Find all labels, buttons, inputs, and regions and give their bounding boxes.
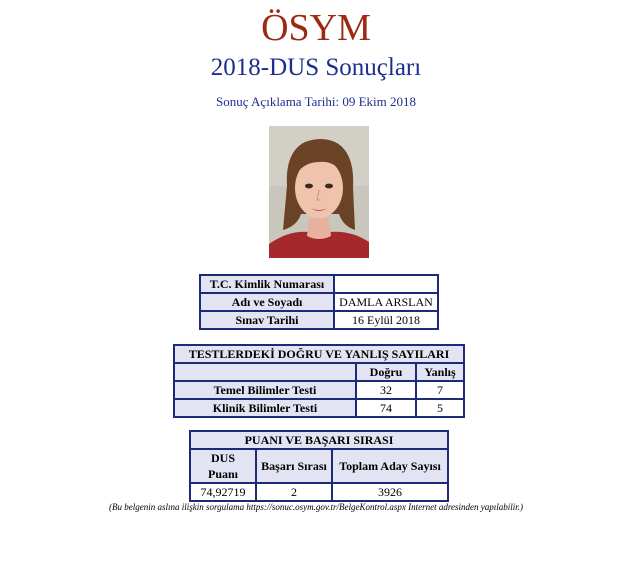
id-number-value: [334, 275, 438, 293]
announcement-date: Sonuç Açıklama Tarihi: 09 Ekim 2018: [216, 94, 416, 109]
identity-table: [199, 274, 439, 330]
correct-count: 32: [356, 381, 416, 399]
table-row: [174, 345, 464, 363]
table-row: [200, 275, 438, 293]
verification-note: (Bu belgenin aslına ilişkin sorgulama https://sonuc.osym.gov.tr/BelgeKontrol.aspx Internet adresinden yapılabilir.): [108, 502, 524, 512]
table-row: [190, 449, 448, 483]
table-row: [174, 399, 464, 417]
score-table: [189, 430, 449, 502]
rank-value: 2: [256, 483, 332, 501]
wrong-column-header: Yanlış: [416, 363, 464, 381]
test-results-table: [173, 344, 465, 418]
table-row: [190, 431, 448, 449]
score-title: PUANI VE BAŞARI SIRASI: [190, 431, 448, 449]
correct-count: 74: [356, 399, 416, 417]
table-row: [190, 483, 448, 501]
total-column-header: Toplam Aday Sayısı: [332, 449, 448, 483]
name-label: Adı ve Soyadı: [200, 293, 334, 311]
wrong-count: 5: [416, 399, 464, 417]
exam-date-value: 16 Eylül 2018: [334, 311, 438, 329]
score-column-header: DUS Puanı: [190, 449, 256, 483]
correct-column-header: Doğru: [356, 363, 416, 381]
empty-header-cell: [174, 363, 356, 381]
score-value: 74,92719: [190, 483, 256, 501]
test-results-title: TESTLERDEKİ DOĞRU VE YANLIŞ SAYILARI: [174, 345, 464, 363]
candidate-photo: [269, 126, 369, 258]
table-row: [200, 311, 438, 329]
page-subtitle: 2018-DUS Sonuçları: [210, 54, 422, 81]
rank-column-header: Başarı Sırası: [256, 449, 332, 483]
table-row: [200, 293, 438, 311]
id-number-label: T.C. Kimlik Numarası: [200, 275, 334, 293]
table-row: [174, 363, 464, 381]
table-row: [174, 381, 464, 399]
wrong-count: 7: [416, 381, 464, 399]
page-title: ÖSYM: [261, 7, 371, 49]
test-name: Temel Bilimler Testi: [174, 381, 356, 399]
name-value: DAMLA ARSLAN: [334, 293, 438, 311]
exam-date-label: Sınav Tarihi: [200, 311, 334, 329]
test-name: Klinik Bilimler Testi: [174, 399, 356, 417]
total-value: 3926: [332, 483, 448, 501]
